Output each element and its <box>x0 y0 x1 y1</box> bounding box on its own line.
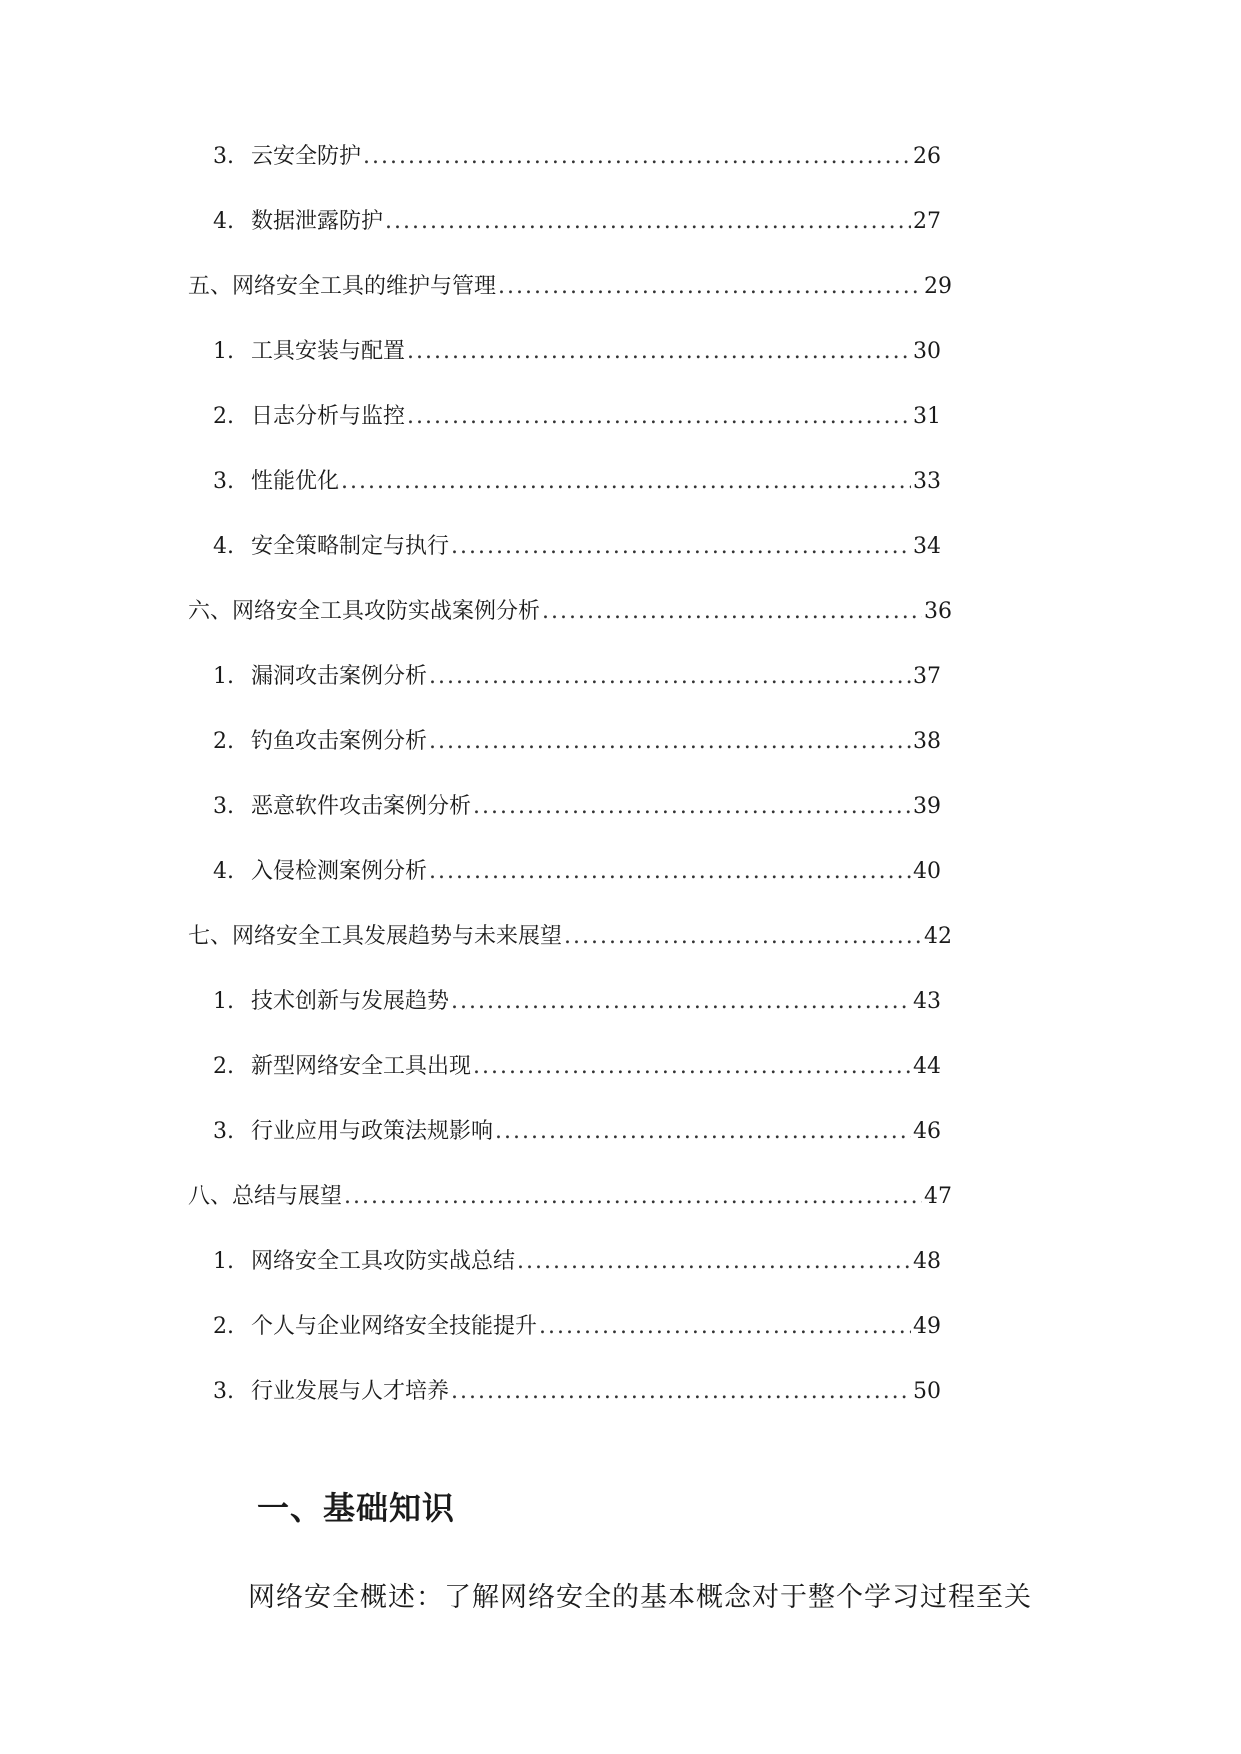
toc-entry-title: 七、网络安全工具发展趋势与未来展望 <box>188 924 563 949</box>
toc-dot-leader <box>344 1180 922 1214</box>
toc-dot-leader <box>564 920 922 954</box>
toc-entry-number: 3. <box>213 794 234 819</box>
toc-entry-title: 漏洞攻击案例分析 <box>251 664 428 689</box>
toc-dot-leader <box>473 1050 911 1084</box>
toc-entry-number: 1. <box>213 339 234 364</box>
toc-page-number: 44 <box>913 1054 941 1079</box>
toc-sub-entry[interactable] <box>213 1245 941 1279</box>
toc-page-number: 34 <box>913 534 941 559</box>
toc-sub-entry[interactable] <box>213 205 941 239</box>
toc-dot-leader <box>542 595 922 629</box>
toc-sub-entry[interactable] <box>213 855 941 889</box>
toc-entry-title: 入侵检测案例分析 <box>251 859 428 884</box>
toc-entry-number: 3. <box>213 469 234 494</box>
toc-entry-number: 4. <box>213 209 234 234</box>
toc-dot-leader <box>429 660 911 694</box>
toc-entry-title: 钓鱼攻击案例分析 <box>251 729 428 754</box>
toc-page-number: 26 <box>913 144 941 169</box>
toc-dot-leader <box>363 140 911 174</box>
toc-entry-number: 1. <box>213 664 234 689</box>
toc-page-number: 37 <box>913 664 941 689</box>
toc-entry-number: 3. <box>213 1379 234 1404</box>
toc-entry-title: 网络安全工具攻防实战总结 <box>251 1249 516 1274</box>
toc-page-number: 29 <box>924 274 952 299</box>
toc-entry-number: 1. <box>213 1249 234 1274</box>
toc-sub-entry[interactable] <box>213 530 941 564</box>
toc-page-number: 36 <box>924 599 952 624</box>
toc-dot-leader <box>407 335 911 369</box>
toc-chapter-entry[interactable] <box>188 1180 952 1214</box>
toc-entry-title: 行业应用与政策法规影响 <box>251 1119 494 1144</box>
toc-page-number: 27 <box>913 209 941 234</box>
toc-entry-title: 云安全防护 <box>251 144 362 169</box>
section-heading: 一、基础知识 <box>257 1489 456 1527</box>
toc-chapter-entry[interactable] <box>188 920 952 954</box>
toc-dot-leader <box>385 205 911 239</box>
toc-page-number: 48 <box>913 1249 941 1274</box>
toc-entry-number: 3. <box>213 1119 234 1144</box>
toc-page-number: 43 <box>913 989 941 1014</box>
toc-page-number: 49 <box>913 1314 941 1339</box>
toc-dot-leader <box>473 790 911 824</box>
toc-sub-entry[interactable] <box>213 725 941 759</box>
toc-dot-leader <box>539 1310 911 1344</box>
toc-dot-leader <box>451 985 911 1019</box>
toc-dot-leader <box>451 530 911 564</box>
toc-page-number: 30 <box>913 339 941 364</box>
toc-entry-number: 3. <box>213 144 234 169</box>
toc-page-number: 50 <box>913 1379 941 1404</box>
body-paragraph: 网络安全概述：了解网络安全的基本概念对于整个学习过程至关 <box>248 1582 1032 1613</box>
toc-sub-entry[interactable] <box>213 985 941 1019</box>
toc-page-number: 31 <box>913 404 941 429</box>
toc-page-number: 46 <box>913 1119 941 1144</box>
toc-page-number: 38 <box>913 729 941 754</box>
toc-entry-title: 五、网络安全工具的维护与管理 <box>188 274 497 299</box>
toc-dot-leader <box>407 400 911 434</box>
toc-sub-entry[interactable] <box>213 140 941 174</box>
toc-dot-leader <box>517 1245 911 1279</box>
toc-page-number: 42 <box>924 924 952 949</box>
toc-page-number: 39 <box>913 794 941 819</box>
toc-sub-entry[interactable] <box>213 790 941 824</box>
toc-sub-entry[interactable] <box>213 1310 941 1344</box>
toc-entry-title: 新型网络安全工具出现 <box>251 1054 472 1079</box>
toc-sub-entry[interactable] <box>213 400 941 434</box>
toc-sub-entry[interactable] <box>213 1050 941 1084</box>
toc-entry-title: 六、网络安全工具攻防实战案例分析 <box>188 599 541 624</box>
toc-entry-number: 4. <box>213 859 234 884</box>
toc-entry-title: 技术创新与发展趋势 <box>251 989 450 1014</box>
toc-entry-title: 数据泄露防护 <box>251 209 384 234</box>
toc-chapter-entry[interactable] <box>188 270 952 304</box>
toc-dot-leader <box>495 1115 911 1149</box>
toc-entry-title: 安全策略制定与执行 <box>251 534 450 559</box>
toc-entry-number: 2. <box>213 1314 234 1339</box>
toc-dot-leader <box>498 270 922 304</box>
toc-sub-entry[interactable] <box>213 1375 941 1409</box>
toc-dot-leader <box>341 465 911 499</box>
toc-entry-number: 2. <box>213 729 234 754</box>
toc-entry-number: 2. <box>213 404 234 429</box>
toc-dot-leader <box>451 1375 911 1409</box>
toc-chapter-entry[interactable] <box>188 595 952 629</box>
toc-entry-title: 日志分析与监控 <box>251 404 406 429</box>
toc-entry-title: 行业发展与人才培养 <box>251 1379 450 1404</box>
toc-entry-title: 恶意软件攻击案例分析 <box>251 794 472 819</box>
toc-page-number: 47 <box>924 1184 952 1209</box>
toc-entry-title: 个人与企业网络安全技能提升 <box>251 1314 538 1339</box>
toc-entry-number: 1. <box>213 989 234 1014</box>
toc-entry-number: 2. <box>213 1054 234 1079</box>
toc-page-number: 40 <box>913 859 941 884</box>
toc-sub-entry[interactable] <box>213 660 941 694</box>
toc-page-number: 33 <box>913 469 941 494</box>
toc-entry-title: 八、总结与展望 <box>188 1184 343 1209</box>
toc-sub-entry[interactable] <box>213 465 941 499</box>
toc-entry-number: 4. <box>213 534 234 559</box>
toc-entry-title: 性能优化 <box>251 469 340 494</box>
toc-dot-leader <box>429 725 911 759</box>
toc-dot-leader <box>429 855 911 889</box>
toc-sub-entry[interactable] <box>213 1115 941 1149</box>
toc-entry-title: 工具安装与配置 <box>251 339 406 364</box>
toc-sub-entry[interactable] <box>213 335 941 369</box>
